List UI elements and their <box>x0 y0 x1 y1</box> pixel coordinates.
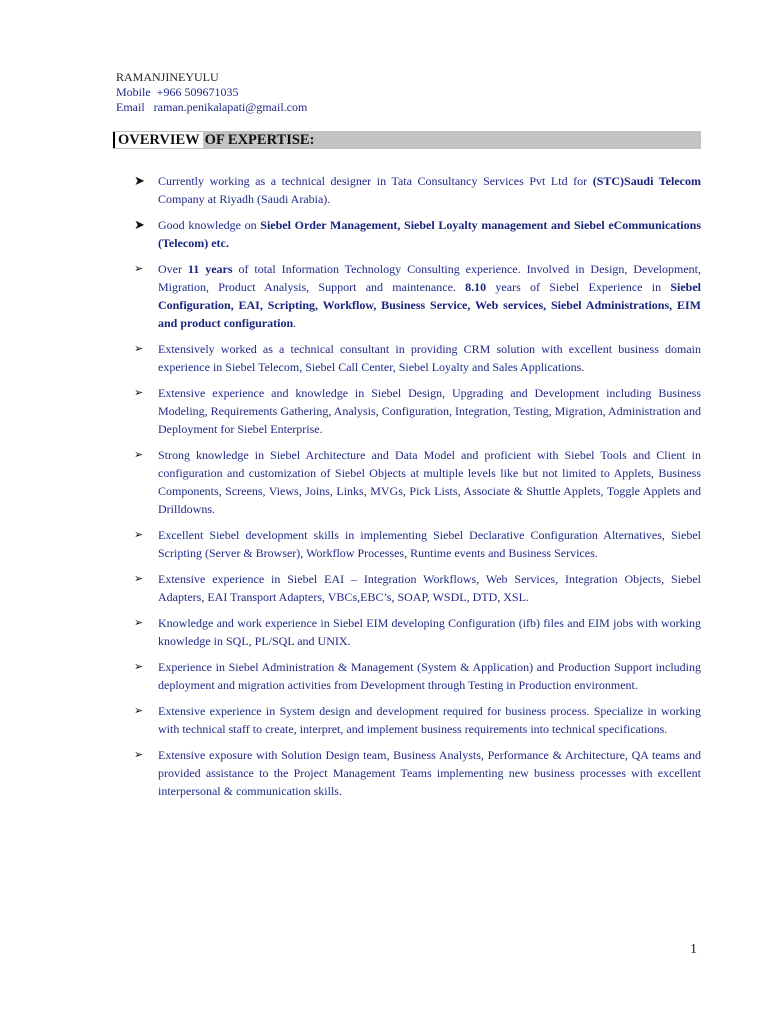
section-title-part2: OF EXPERTISE: <box>204 132 315 148</box>
expertise-list <box>134 172 701 808</box>
section-title-part1: OVERVIEW <box>113 132 203 148</box>
list-item <box>134 614 701 650</box>
bullet-text: Strong knowledge in Siebel Architecture and Data Model and proficient with Siebel Tools and Client in configuration and customization of Siebel Objects at multiple levels like but not limited to Applets, Business Components, Screens, Views, Joins, Links, MVGs, Pick Lists, Associate & Shuttle Applets, Toggle Applets and Drilldowns. <box>158 448 701 516</box>
email-value: raman.penikalapati@gmail.com <box>153 100 308 114</box>
arrow-bullet-icon: ➢ <box>134 387 144 399</box>
bullet-text: Company at Riyadh (Saudi Arabia). <box>158 192 331 206</box>
list-item <box>134 260 701 332</box>
arrow-bullet-icon: ➢ <box>134 449 144 461</box>
arrow-bullet-icon: ➢ <box>134 749 144 761</box>
email-label: Email <box>116 100 145 114</box>
bullet-text: Knowledge and work experience in Siebel EIM developing Configuration (ifb) files and EIM jobs with working knowledge in SQL, PL/SQL and UNIX. <box>158 616 701 648</box>
bullet-text: Extensive exposure with Solution Design team, Business Analysts, Performance & Architecture, QA teams and provided assistance to the Project Management Teams implementing new business processes with excellent interpersonal & communication skills. <box>158 748 701 798</box>
bullet-text: Extensive experience in System design and development required for business process. Specialize in working with technical staff to create, interpret, and implement business requirements into technical specifications. <box>158 704 701 736</box>
bullet-bold: (STC)Saudi Telecom <box>592 174 701 188</box>
arrow-bullet-icon: ➢ <box>134 573 144 585</box>
list-item <box>134 446 701 518</box>
arrow-bullet-icon: ➢ <box>134 529 144 541</box>
arrow-bullet-icon: ➤ <box>134 173 145 188</box>
bullet-text: years of Siebel Experience in <box>486 280 671 294</box>
arrow-bullet-icon: ➢ <box>134 661 144 673</box>
candidate-name: RAMANJINEYULU <box>116 70 219 84</box>
bullet-text: Good knowledge on <box>158 218 261 232</box>
list-item <box>134 172 701 208</box>
list-item <box>134 216 701 252</box>
list-item <box>134 526 701 562</box>
bullet-text: . <box>293 316 297 330</box>
page-number: 1 <box>690 942 697 957</box>
list-item <box>134 702 701 738</box>
list-item <box>134 658 701 694</box>
bullet-bold: Siebel Configuration, EAI, Scripting, Workflow, Business Service, Web services, Siebel Administrations, EIM and product configuration <box>158 280 701 330</box>
bullet-bold: 8.10 <box>465 280 487 294</box>
arrow-bullet-icon: ➢ <box>134 263 144 275</box>
arrow-bullet-icon: ➢ <box>134 343 144 355</box>
bullet-text: Currently working as a technical designer in Tata Consultancy Services Pvt Ltd for <box>158 174 593 188</box>
bullet-text: Excellent Siebel development skills in implementing Siebel Declarative Configuration Alternatives, Siebel Scripting (Server & Browser), Workflow Processes, Runtime events and Business Services. <box>158 528 701 560</box>
bullet-text: Extensively worked as a technical consultant in providing CRM solution with excellent business domain experience in Siebel Telecom, Siebel Call Center, Siebel Loyalty and Sales Applications. <box>158 342 701 374</box>
bullet-text: Extensive experience in Siebel EAI – Integration Workflows, Web Services, Integration Objects, Siebel Adapters, EAI Transport Adapters, VBCs,EBC’s, SOAP, WSDL, DTD, XSL. <box>158 572 701 604</box>
bullet-bold: 11 years <box>187 262 233 276</box>
section-heading-overview <box>113 131 701 149</box>
bullet-bold: Siebel Order Management, Siebel Loyalty management and Siebel eCommunications (Telecom) etc. <box>158 218 701 250</box>
bullet-text: of total Information Technology Consulting experience. Involved in Design, Development, Migration, Product Analysis, Support and maintenance. <box>158 262 701 294</box>
arrow-bullet-icon: ➤ <box>134 217 145 232</box>
list-item <box>134 746 701 800</box>
mobile-value: +966 509671035 <box>156 85 239 99</box>
bullet-text: Over <box>158 262 188 276</box>
list-item <box>134 340 701 376</box>
bullet-text: Experience in Siebel Administration & Management (System & Application) and Production Support including deployment and migration activities from Development through Testing in Production environment. <box>158 660 701 692</box>
mobile-line <box>116 85 307 100</box>
bullet-text: Extensive experience and knowledge in Siebel Design, Upgrading and Development including Business Modeling, Requirements Gathering, Analysis, Configuration, Integration, Testing, Migration, Administration and Deployment for Siebel Enterprise. <box>158 386 701 436</box>
mobile-label: Mobile <box>116 85 151 99</box>
arrow-bullet-icon: ➢ <box>134 617 144 629</box>
contact-header <box>116 70 307 115</box>
email-line <box>116 100 307 115</box>
arrow-bullet-icon: ➢ <box>134 705 144 717</box>
list-item <box>134 570 701 606</box>
list-item <box>134 384 701 438</box>
